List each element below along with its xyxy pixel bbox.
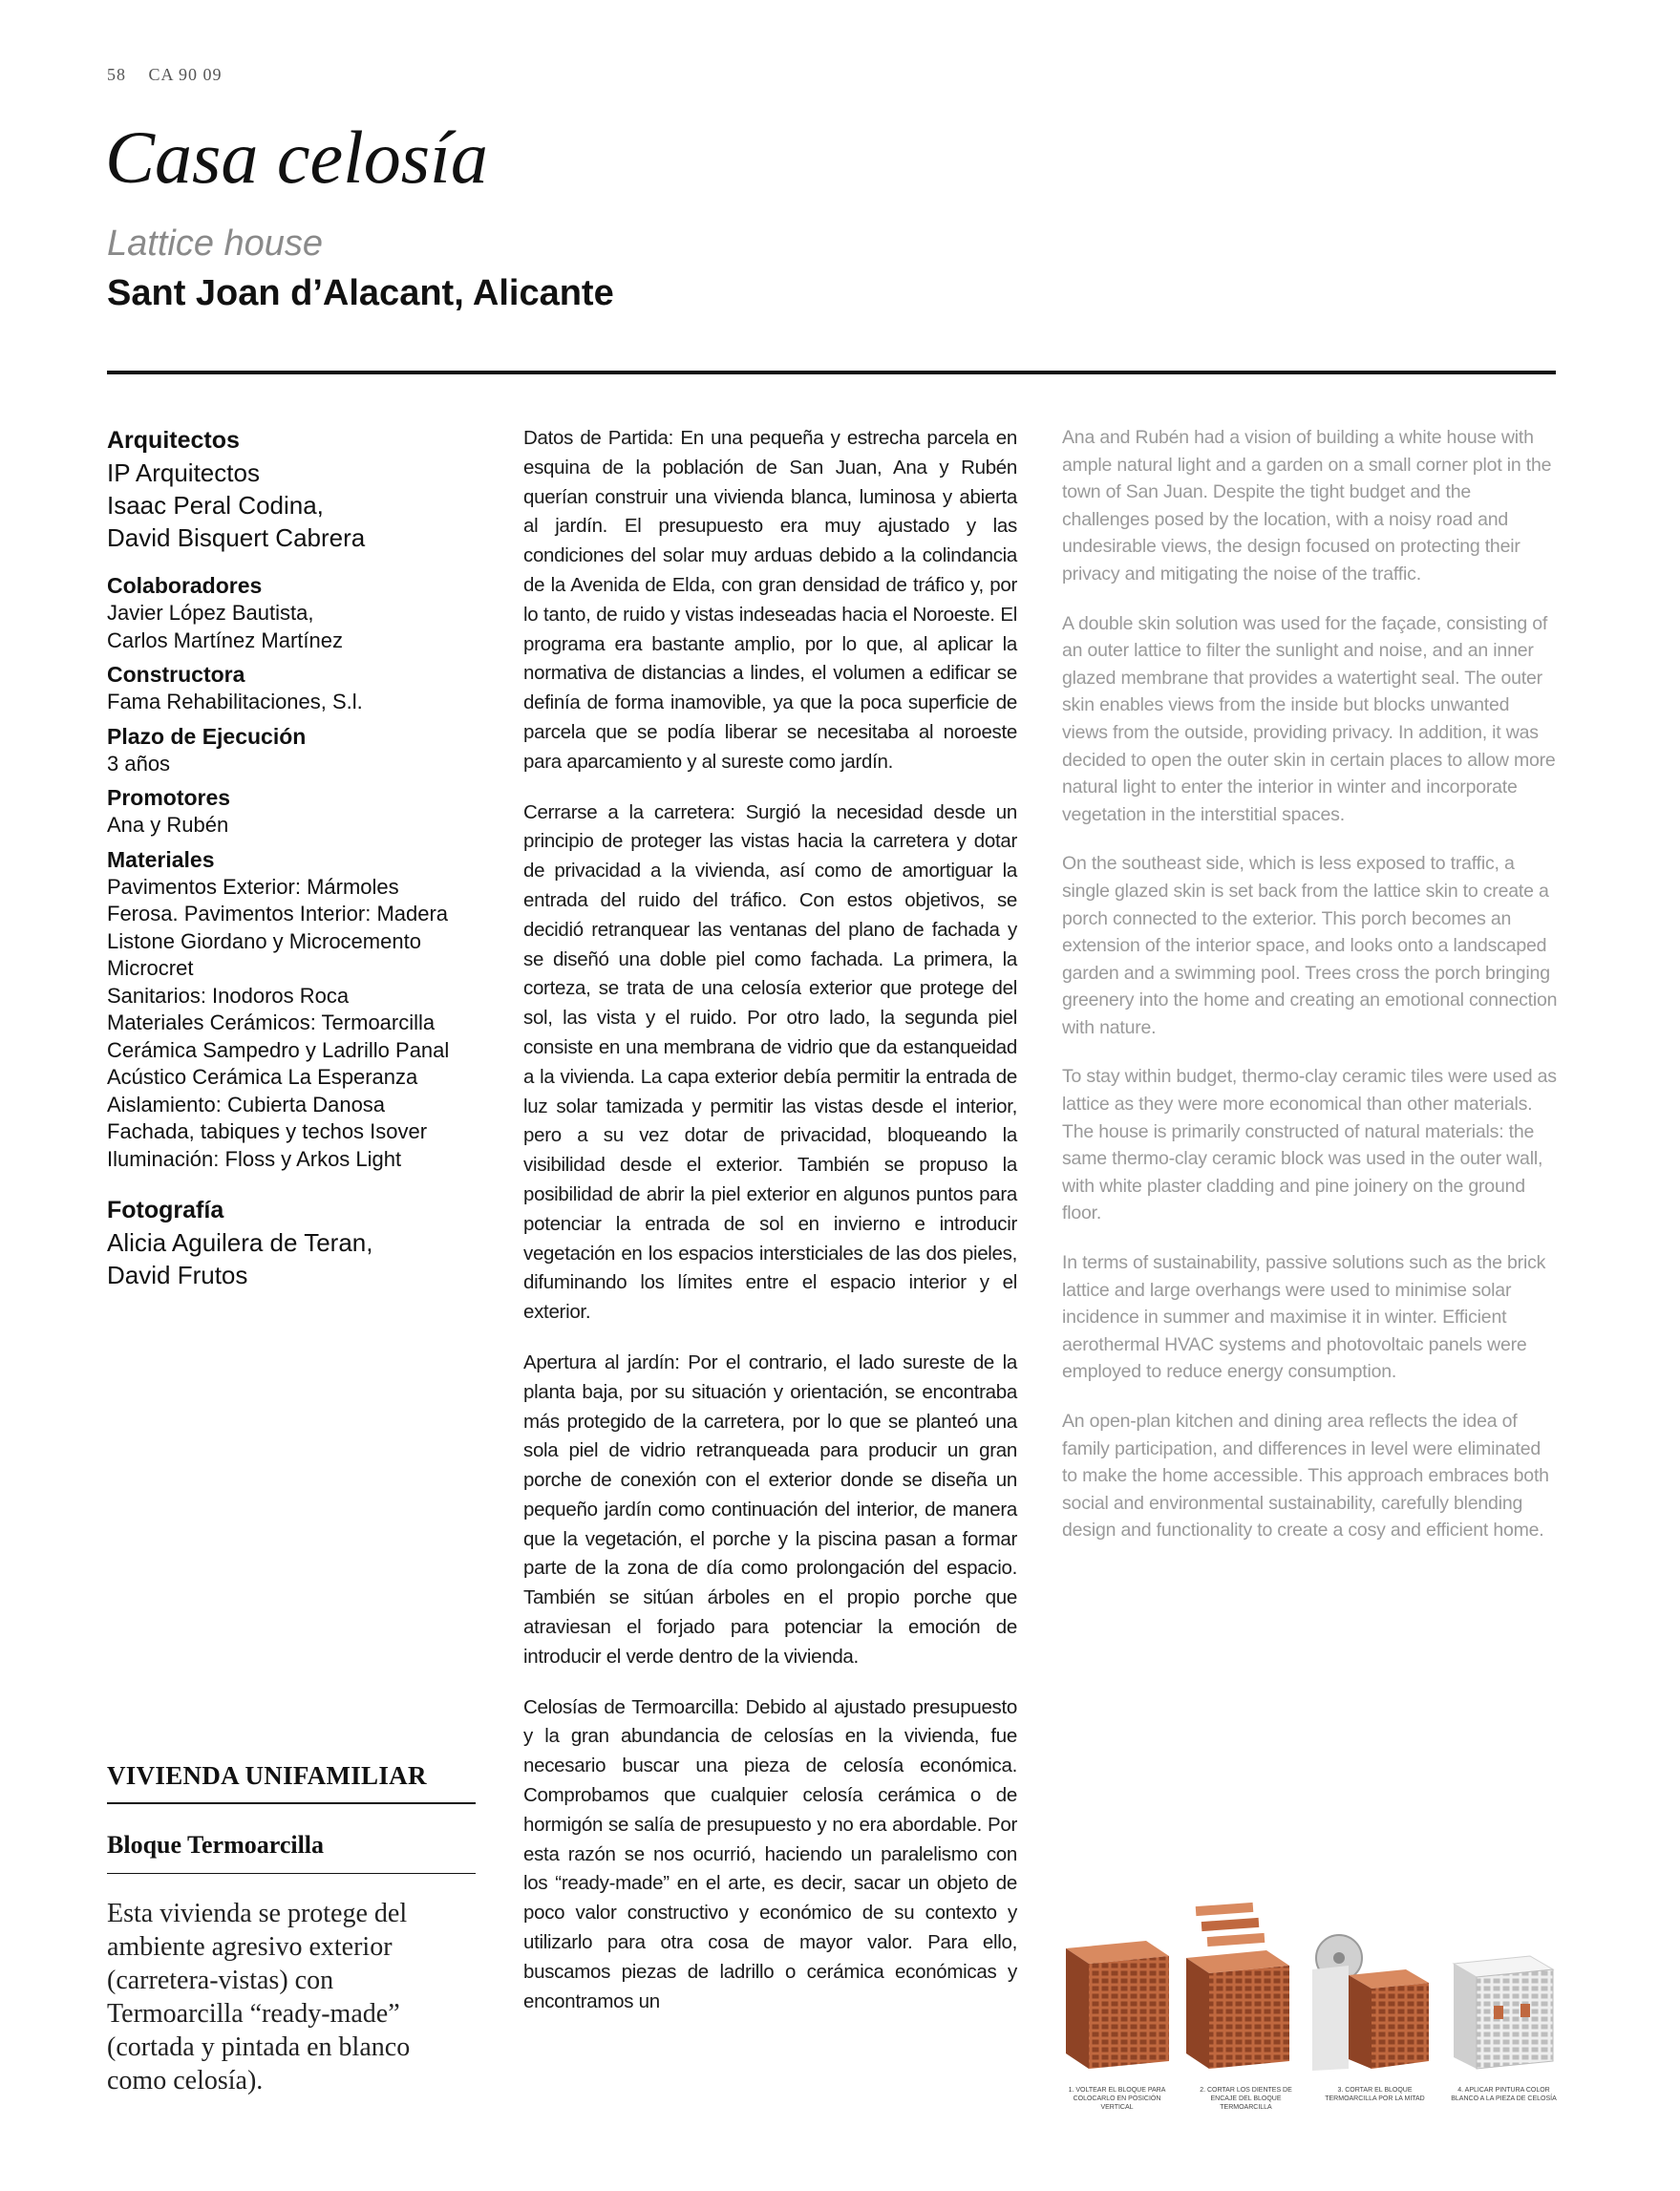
article-title: Casa celosía	[105, 116, 488, 199]
credit-line: David Frutos	[107, 1261, 248, 1289]
step-2-block	[1186, 1903, 1289, 2069]
credits-column	[107, 424, 489, 1297]
step-4-block	[1454, 1956, 1553, 2069]
english-text-column	[1062, 424, 1559, 1566]
sidebar-text: Esta vivienda se protege del ambiente agresivo exterior (carretera-vistas) con Termoarcilla “ready-made” (cortada y pintada en blanco como celosía).	[107, 1899, 411, 2095]
block-process-illustration	[1062, 1901, 1559, 2082]
spanish-paragraph: Celosías de Termoarcilla: Debido al ajustado presupuesto y la gran abundancia de celosías en la vivienda, fue necesario buscar una pieza de celosía económica. Comprobamos que cualquier celosía cerámica o de hormigón se salía de presupuesto y no era abordable. Por esta razón se nos ocurrió, haciendo un paralelismo con los “ready-made” en el arte, es decir, sacar un objeto de poco valor constructivo y económico de su contexto y utilizarlo para otra cosa de mayor valor. Para ello, buscamos piezas de ladrillo o cerámica económicas y encontramos un	[523, 1695, 1017, 2012]
credit-line: Acústico Cerámica La Esperanza	[107, 1065, 418, 1089]
english-paragraph: On the southeast side, which is less exposed to traffic, a single glazed skin is set back from the lattice skin to create a porch connected to the exterior. This porch becomes an extension of the interior space, and looks onto a landscaped garden and a swimming pool. Trees cross the porch bringing greenery into the home and creating an emotional connection with nature.	[1062, 853, 1558, 1038]
credit-label: Plazo de Ejecución	[107, 723, 307, 749]
credit-line: Sanitarios: Inodoros Roca	[107, 983, 350, 1008]
credit-photography	[107, 1194, 489, 1291]
credit-label: Colaboradores	[107, 573, 263, 598]
credit-line: Carlos Martínez Martínez	[107, 628, 343, 652]
credit-line: Alicia Aguilera de Teran,	[107, 1228, 373, 1257]
credit-line: Fama Rehabilitaciones, S.l.	[107, 690, 363, 713]
credit-line: Cerámica Sampedro y Ladrillo Panal	[107, 1037, 450, 1062]
credit-line: Iluminación: Floss y Arkos Light	[107, 1146, 402, 1171]
credit-line: Ferosa. Pavimentos Interior: Madera	[107, 902, 449, 925]
spanish-paragraph: Apertura al jardín: Por el contrario, el lado sureste de la planta baja, por su situación y orientación, se encontraba más protegido de la carretera, por lo que se planteó una sola piel de vidrio retranqueada para producir un gran porche de conexión con el exterior donde se diseña un pequeño jardín como continuación del interior, de manera que la vegetación, el porche y la piscina pasan a formar parte de la zona de día como prolongación del espacio. También se sitúan árboles en el propio porche que atraviesan el forjado para potenciar la emoción de introducir el verde dentro de la vivienda.	[523, 1351, 1017, 1668]
step-caption: 4. APLICAR PINTURA COLOR BLANCO A LA PIEZA DE CELOSÍA	[1451, 2087, 1557, 2102]
credit-line: Fachada, tabiques y techos Isover	[107, 1119, 428, 1143]
running-header	[107, 65, 240, 85]
sidebar-heading: VIVIENDA UNIFAMILIAR	[107, 1761, 476, 1804]
title-divider	[107, 371, 1556, 374]
spanish-paragraph: Datos de Partida: En una pequeña y estrecha parcela en esquina de la población de San Juan, Ana y Rubén querían construir una vivienda blanca, luminosa y abierta al jardín. El presupuesto era muy ajustado y las condiciones del solar muy arduas debido a la colindancia de la Avenida de Elda, con gran densidad de tráfico y, por lo tanto, de ruido y vistas indeseadas hacia el Noroeste. El programa era bastante amplio, por lo que, al aplicar la normativa de distancias a lindes, el volumen a edificar se definía de forma inamovible, ya que la poca superficie de parcela que se podía liberar se necesitaba al noroeste para aparcamiento y al sureste como jardín.	[523, 427, 1017, 773]
article-location: Sant Joan d’Alacant, Alicante	[107, 273, 614, 313]
credit-materials	[107, 845, 489, 1174]
credit-label: Constructora	[107, 662, 245, 687]
credit-line: IP Arquitectos	[107, 458, 260, 487]
credit-line: David Bisquert Cabrera	[107, 523, 366, 552]
step-caption: 3. CORTAR EL BLOQUE TERMOARCILLA POR LA MITAD	[1325, 2087, 1425, 2102]
page-number: 58	[107, 65, 126, 84]
step-caption: 2. CORTAR LOS DIENTES DE ENCAJE DEL BLOQUE TERMOARCILLA	[1200, 2087, 1292, 2111]
english-paragraph: To stay within budget, thermo-clay ceramic tiles were used as lattice as they were more economical than other materials. The house is primarily constructed of natural materials: the same thermo-clay ceramic block was used in the outer wall, with white plaster cladding and pine joinery on the ground floor.	[1062, 1066, 1557, 1224]
english-paragraph: A double skin solution was used for the façade, consisting of an outer lattice to filter the sunlight and noise, and an inner glazed membrane that provides a watertight seal. The outer skin enables views from the inside but blocks unwanted views from the outside, providing privacy. In addition, it was decided to open the outer skin in certain places to allow more natural light to enter the interior in winter and incorporate vegetation in the interstitial spaces.	[1062, 612, 1556, 825]
illustration-captions	[1062, 2086, 1559, 2112]
credit-line: Javier López Bautista,	[107, 601, 314, 625]
credit-line: Ana y Rubén	[107, 813, 229, 837]
credit-label: Promotores	[107, 785, 231, 810]
step-caption: 1. VOLTEAR EL BLOQUE PARA COLOCARLO EN POSICIÓN VERTICAL	[1068, 2087, 1166, 2111]
english-paragraph: An open-plan kitchen and dining area reflects the idea of family participation, and differences in level were eliminated to make the home accessible. This approach embraces both social and environmental sustainability, carefully blending design and functionality to create a cosy and efficient home.	[1062, 1411, 1549, 1542]
spanish-paragraph: Cerrarse a la carretera: Surgió la necesidad desde un principio de proteger las vistas hacia la carretera y dotar de privacidad a la vivienda, así como de amortiguar la entrada del ruido del tráfico. Con estos objetivos, se decidió retranquear las ventanas del plano de fachada y se diseñó una doble piel como fachada. La primera, la corteza, se trata de una celosía exterior que protege del sol, las vista y el ruido. Por otro lado, la segunda piel consiste en una membrana de vidrio que da estanqueidad a la vivienda. La capa exterior debía permitir la entrada de luz solar tamizada y permitir las vistas desde el interior, pero a su vez dotar de privacidad, bloqueando la visibilidad desde el exterior. También se propuso la posibilidad de abrir la piel exterior en algunos puntos para potenciar la entrada de sol en invierno e introducir vegetación en los espacios intersticiales de las dos pieles, difuminando los límites entre el espacio interior y el exterior.	[523, 800, 1017, 1324]
credit-line: Listone Giordano y Microcemento	[107, 928, 421, 953]
issue-label: CA 90 09	[148, 65, 223, 84]
credit-collaborators	[107, 571, 489, 654]
credit-line: 3 años	[107, 751, 171, 776]
credit-duration	[107, 722, 489, 778]
credit-builder	[107, 660, 489, 716]
credit-label: Materiales	[107, 846, 215, 872]
credit-label: Arquitectos	[107, 427, 240, 454]
credit-label: Fotografía	[107, 1197, 224, 1223]
credit-architects	[107, 424, 489, 554]
sidebar-subheading: Bloque Termoarcilla	[107, 1831, 476, 1874]
credit-line: Materiales Cerámicos: Termoarcilla	[107, 1010, 436, 1034]
spanish-text-column	[523, 424, 1017, 2037]
credit-line: Microcret	[107, 956, 194, 980]
english-paragraph: In terms of sustainability, passive solutions such as the brick lattice and large overhangs were used to minimise solar incidence in summer and maximise it in winter. Efficient aerothermal HVAC systems and photovoltaic panels were employed to reduce energy consumption.	[1062, 1252, 1546, 1383]
sidebar-box	[107, 1761, 476, 2097]
article-subtitle: Lattice house	[107, 223, 324, 264]
credit-line: Aislamiento: Cubierta Danosa	[107, 1092, 386, 1117]
credit-clients	[107, 783, 489, 840]
block-steps-diagram	[1062, 1901, 1559, 2082]
credit-line: Pavimentos Exterior: Mármoles	[107, 874, 399, 899]
step-1-block	[1066, 1941, 1169, 2069]
step-3-block	[1312, 1935, 1429, 2071]
credit-line: Isaac Peral Codina,	[107, 491, 324, 520]
english-paragraph: Ana and Rubén had a vision of building a white house with ample natural light and a garden on a small corner plot in the town of San Juan. Despite the tight budget and the challenges posed by the location, with a noisy road and undesirable views, the design focused on protecting their privacy and mitigating the noise of the traffic.	[1062, 427, 1552, 585]
